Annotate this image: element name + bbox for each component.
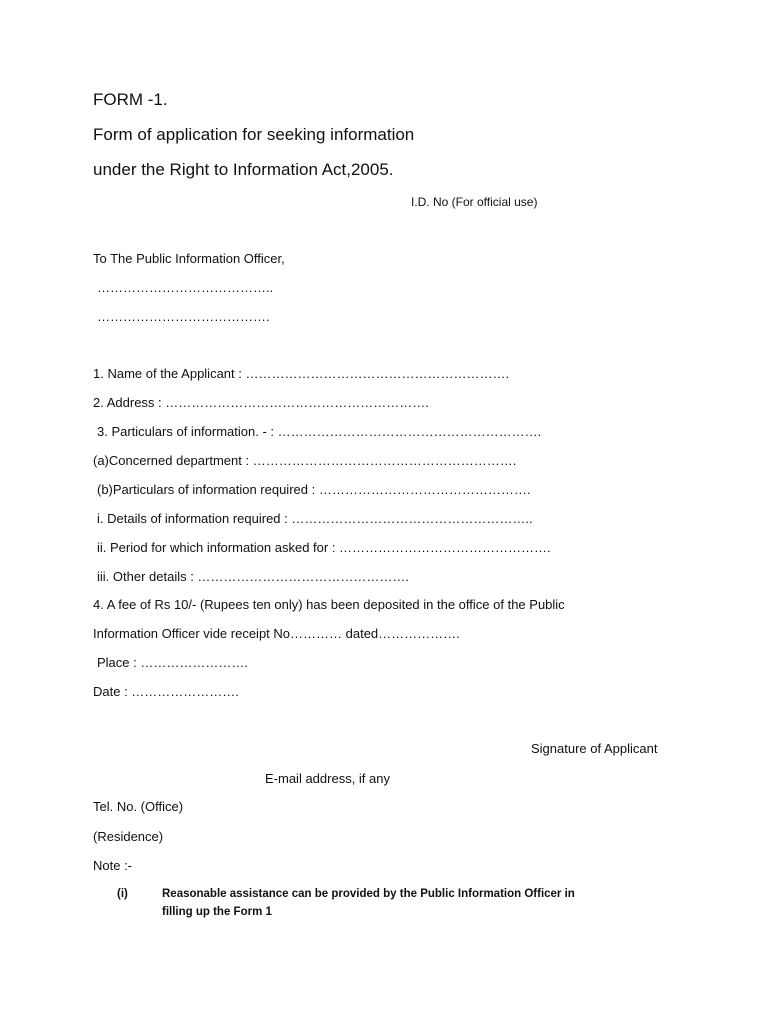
field-period: ii. Period for which information asked for : …………………………………………. bbox=[97, 540, 551, 555]
field-particulars: 3. Particulars of information. - : ……………………………………………………. bbox=[97, 424, 542, 439]
signature-label: Signature of Applicant bbox=[531, 741, 658, 756]
addressee-blank-1: ………………………………….. bbox=[97, 280, 274, 295]
field-details-required: i. Details of information required : ……………………………………………….. bbox=[97, 511, 533, 526]
field-address: 2. Address : ……………………………………………………. bbox=[93, 395, 429, 410]
fee-line-2: Information Officer vide receipt No………… dated………………. bbox=[93, 626, 460, 641]
residence-label: (Residence) bbox=[93, 829, 164, 844]
place-field: Place : ……………………. bbox=[97, 655, 248, 670]
tel-office-label: Tel. No. (Office) bbox=[93, 799, 184, 814]
field-particulars-required: (b)Particulars of information required : …………………………………………. bbox=[97, 482, 531, 497]
official-use-id: I.D. No (For official use) bbox=[411, 195, 538, 209]
form-title-line2: under the Right to Information Act,2005. bbox=[93, 160, 394, 179]
field-concerned-department: (a)Concerned department : ……………………………………………………. bbox=[93, 453, 517, 468]
email-label: E-mail address, if any bbox=[265, 771, 390, 786]
form-title-line1: Form of application for seeking information bbox=[93, 125, 415, 144]
note-item-text: Reasonable assistance can be provided by the Public Information Officer in filling up the Form 1 bbox=[162, 888, 575, 918]
note-item-number: (i) bbox=[117, 888, 128, 900]
addressee-blank-2: …………………………………. bbox=[97, 309, 270, 324]
field-other-details: iii. Other details : …………………………………………. bbox=[97, 569, 410, 584]
field-applicant-name: 1. Name of the Applicant : ……………………………………………………. bbox=[93, 366, 510, 381]
form-number: FORM -1. bbox=[93, 90, 168, 109]
addressee-line: To The Public Information Officer, bbox=[93, 251, 285, 266]
date-field: Date : ……………………. bbox=[93, 684, 239, 699]
fee-line-1: 4. A fee of Rs 10/- (Rupees ten only) has been deposited in the office of the Public bbox=[93, 597, 565, 612]
note-heading: Note :- bbox=[93, 858, 133, 873]
